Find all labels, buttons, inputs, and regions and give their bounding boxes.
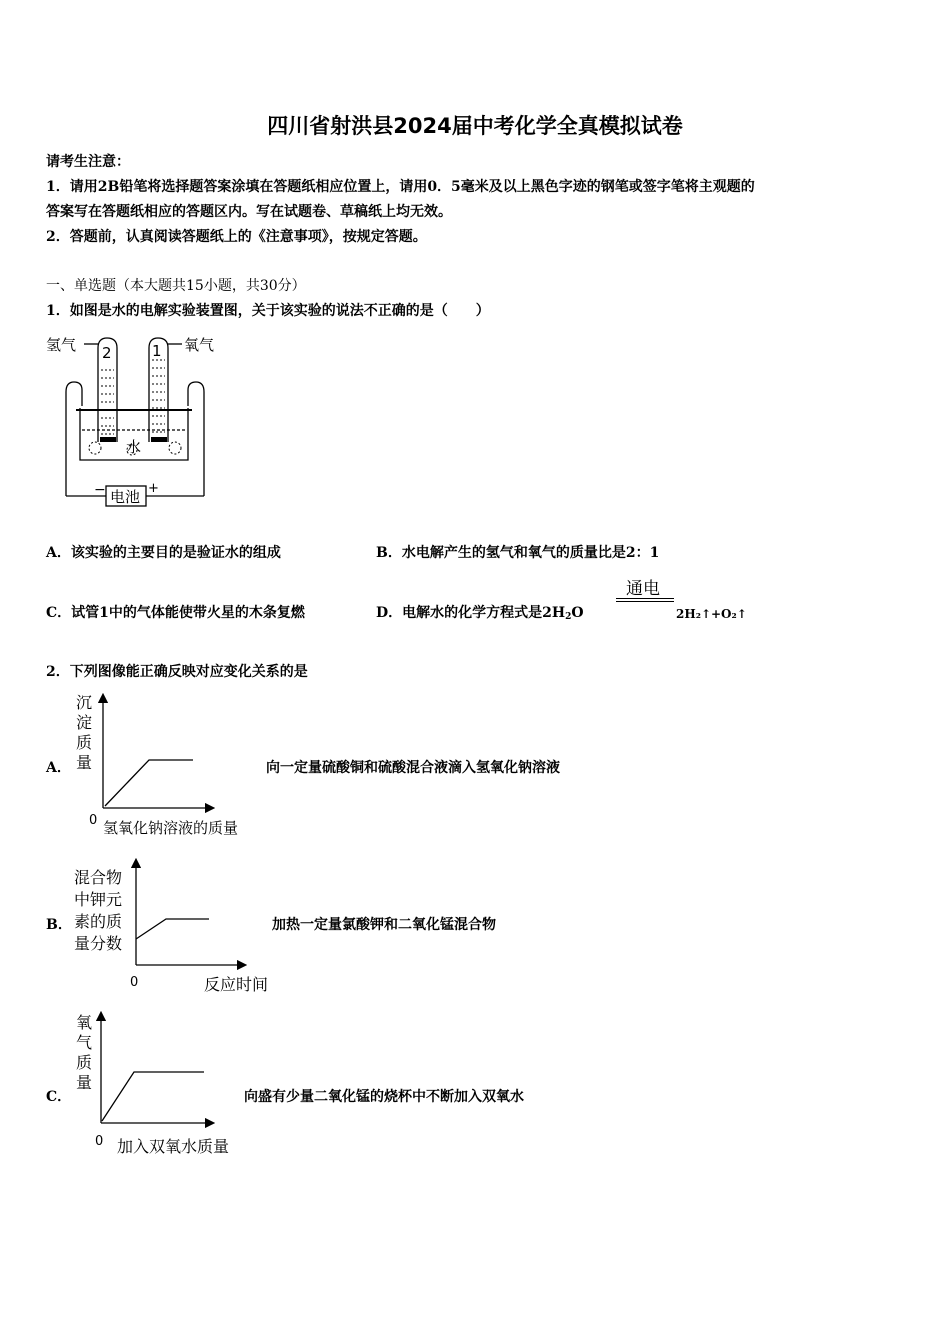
q2-a-origin: 0	[89, 813, 98, 828]
ylabel-line: 混合物	[74, 868, 123, 887]
ylabel-line: 素的质	[74, 912, 123, 931]
q2-c-letter: C．	[46, 1089, 72, 1105]
q1-stem: 1．如图是水的电解实验装置图，关于该实验的说法不正确的是（ ）	[46, 303, 490, 319]
ylabel-line: 中钾元	[74, 890, 123, 909]
ylabel-char: 氧	[76, 1013, 93, 1032]
q2-b-origin: 0	[130, 975, 139, 990]
ylabel-char: 量	[76, 753, 93, 772]
battery-minus: −	[94, 482, 106, 498]
reaction-products: 2H₂↑+O₂↑	[676, 607, 747, 621]
label-water: 水	[126, 438, 142, 456]
q2-a-desc: 向一定量硫酸铜和硫酸混合液滴入氢氧化钠溶液	[266, 760, 560, 776]
tube-2-number: 2	[102, 344, 112, 362]
q2-a-ylabel	[76, 693, 92, 772]
q2-stem: 2．下列图像能正确反映对应变化关系的是	[46, 664, 308, 680]
q2-a-xlabel: 氢氧化钠溶液的质量	[103, 819, 239, 837]
ylabel-char: 质	[76, 1053, 93, 1072]
q2-a-letter: A．	[46, 760, 71, 776]
q1-option-d	[376, 603, 584, 627]
option-d-prefix: D．电解水的化学方程式是2H	[376, 605, 566, 621]
label-hydrogen: 氢气	[46, 336, 77, 354]
option-d-o: O	[571, 605, 584, 621]
q2-c-ylabel	[76, 1013, 92, 1092]
ylabel-char: 质	[76, 733, 93, 752]
reaction-arrow-bottom	[616, 601, 674, 602]
q2-b-xlabel: 反应时间	[204, 975, 269, 994]
battery-plus: +	[148, 481, 159, 496]
label-battery: 电池	[110, 488, 141, 506]
notice-line-1a: 1．请用2B铅笔将选择题答案涂填在答题纸相应位置上，请用0．5毫米及以上黑色字迹的钢笔或签字笔将主观题的	[46, 179, 755, 195]
notice-line-1b: 答案写在答题纸相应的答题区内。写在试题卷、草稿纸上均无效。	[46, 204, 452, 220]
electrolysis-apparatus-figure	[40, 330, 230, 515]
notice-heading: 请考生注意：	[46, 154, 130, 170]
option-d-subscript: 2	[565, 612, 572, 622]
ylabel-char: 量	[76, 1073, 93, 1092]
q2-b-letter: B．	[46, 917, 72, 933]
reaction-arrow-top	[616, 598, 674, 599]
q2-c-xlabel: 加入双氧水质量	[117, 1137, 230, 1156]
q2-b-graph	[70, 853, 290, 998]
q1-option-b: B．水电解产生的氢气和氧气的质量比是2：1	[376, 545, 660, 561]
ylabel-line: 量分数	[74, 934, 123, 953]
label-oxygen: 氧气	[184, 336, 215, 354]
page-title: 四川省射洪县2024届中考化学全真模拟试卷	[267, 114, 683, 138]
q2-c-graph	[70, 1008, 260, 1163]
q2-c-origin: 0	[95, 1134, 104, 1149]
ylabel-char: 沉	[76, 693, 93, 712]
section-heading: 一、单选题（本大题共15小题，共30分）	[46, 278, 306, 294]
reaction-condition: 通电	[626, 579, 660, 599]
q1-option-a: A．该实验的主要目的是验证水的组成	[46, 545, 281, 561]
notice-line-2: 2．答题前，认真阅读答题纸上的《注意事项》，按规定答题。	[46, 229, 427, 245]
q2-b-ylabel	[74, 868, 122, 953]
tube-1-number: 1	[152, 342, 162, 360]
q2-a-graph	[70, 690, 280, 840]
q2-c-desc: 向盛有少量二氧化锰的烧杯中不断加入双氧水	[244, 1089, 524, 1105]
ylabel-char: 气	[76, 1033, 93, 1052]
q1-option-c: C．试管1中的气体能使带火星的木条复燃	[46, 605, 305, 621]
q2-b-desc: 加热一定量氯酸钾和二氧化锰混合物	[272, 917, 496, 933]
ylabel-char: 淀	[76, 713, 93, 732]
